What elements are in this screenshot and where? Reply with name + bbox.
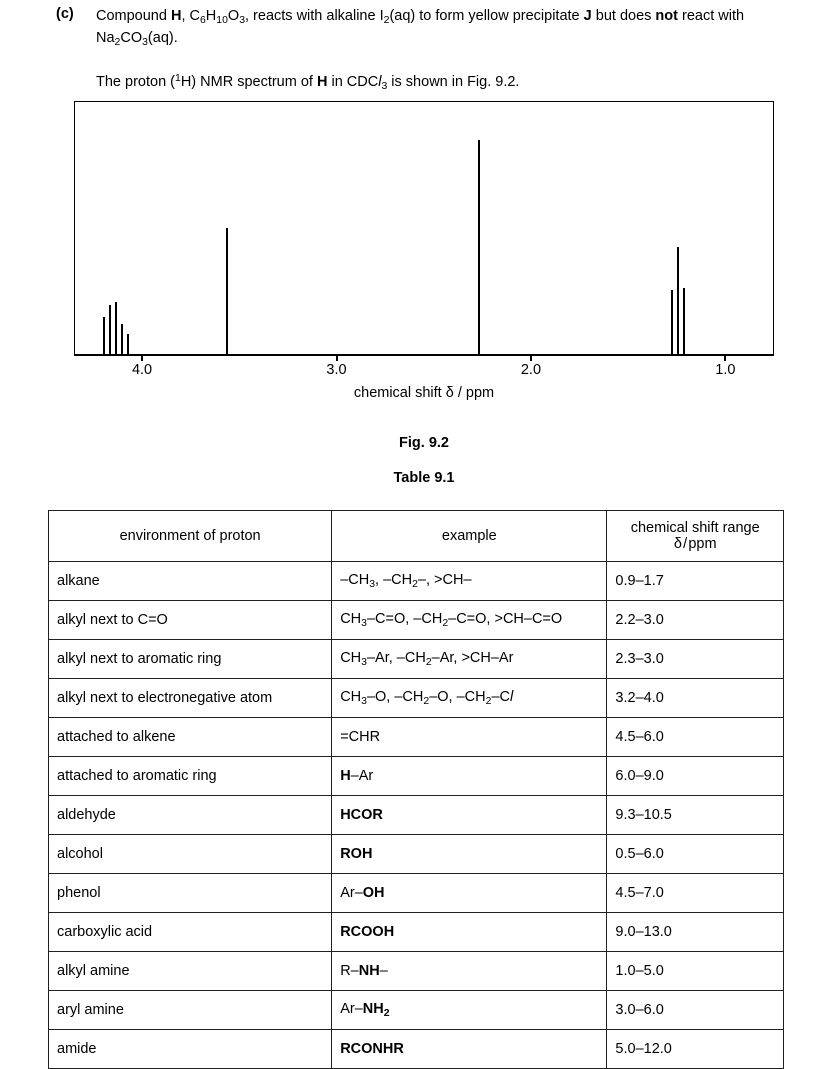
table-row: [49, 913, 784, 952]
header-example: example: [332, 511, 607, 562]
cell-example: $-CH_3$, $-CH_2-$, >CH–: [332, 562, 607, 601]
header-shift-range: chemical shift range δ / ppm: [607, 511, 784, 562]
table-row: [49, 874, 784, 913]
cell-example: $Ar-NH_2$: [332, 991, 607, 1030]
nmr-spectrum-plot: [74, 101, 774, 356]
cell-shift-range: 4.5–7.0: [607, 874, 784, 913]
cell-shift-range: 3.2–4.0: [607, 679, 784, 718]
spectrum-peak: [478, 140, 480, 355]
table-row: [49, 991, 784, 1030]
x-axis-tick-label: 1.0: [715, 362, 736, 378]
cell-environment: aryl amine: [49, 991, 332, 1030]
table-caption: Table 9.1: [393, 470, 455, 486]
spectrum-peak: [671, 290, 673, 355]
question-text: Compound H, $C_6H_{10}O_3$, reacts with alkaline $I_2(aq)$ to form yellow precipitate J but does not react with $Na_2CO_3(aq)$.: [96, 8, 745, 49]
spectrum-peak: [115, 302, 117, 355]
cell-environment: attached to aromatic ring: [49, 757, 332, 796]
x-axis-tick: [530, 354, 532, 361]
cell-shift-range: 9.3–10.5: [607, 796, 784, 835]
cell-example: RCONHR: [332, 1030, 607, 1069]
x-axis-tick: [336, 354, 338, 361]
table-row: [49, 952, 784, 991]
cell-environment: alkyl next to electronegative atom: [49, 679, 332, 718]
x-axis-tick-label: 3.0: [326, 362, 347, 378]
cell-environment: alkyl next to C=O: [49, 601, 332, 640]
spectrum-peak: [226, 228, 228, 355]
x-axis-title: chemical shift δ / ppm: [353, 385, 495, 401]
cell-shift-range: 5.0–12.0: [607, 1030, 784, 1069]
table-row: [49, 640, 784, 679]
cell-shift-range: 4.5–6.0: [607, 718, 784, 757]
spectrum-peak: [121, 324, 123, 355]
cell-shift-range: 0.5–6.0: [607, 835, 784, 874]
question-block: [56, 6, 826, 51]
cell-environment: amide: [49, 1030, 332, 1069]
spectrum-peaks: [75, 102, 773, 355]
cell-environment: alkyl amine: [49, 952, 332, 991]
cell-environment: alkane: [49, 562, 332, 601]
cell-shift-range: 6.0–9.0: [607, 757, 784, 796]
cell-example: HCOR: [332, 796, 607, 835]
table-row: [49, 796, 784, 835]
cell-environment: alcohol: [49, 835, 332, 874]
cell-example: R–NH–: [332, 952, 607, 991]
table-row: [49, 679, 784, 718]
cell-example: $CH_3-Ar$, $-CH_2-Ar$, >CH–Ar: [332, 640, 607, 679]
cell-example: Ar–OH: [332, 874, 607, 913]
x-axis-tick: [141, 354, 143, 361]
spectrum-peak: [677, 247, 679, 355]
cell-example: RCOOH: [332, 913, 607, 952]
cell-environment: carboxylic acid: [49, 913, 332, 952]
cell-environment: phenol: [49, 874, 332, 913]
cell-example: =CHR: [332, 718, 607, 757]
x-axis-tick-label: 2.0: [520, 362, 542, 378]
spectrum-peak: [103, 317, 105, 355]
cell-example: $CH_3-C=O$, $-CH_2-C=O$, >CH–C=O: [332, 601, 607, 640]
spectrum-peak: [109, 305, 111, 355]
cell-shift-range: 1.0–5.0: [607, 952, 784, 991]
table-row: [49, 718, 784, 757]
spectrum-peak: [683, 288, 685, 355]
cell-environment: alkyl next to aromatic ring: [49, 640, 332, 679]
cell-environment: attached to alkene: [49, 718, 332, 757]
header-environment: environment of proton: [49, 511, 332, 562]
table-row: [49, 601, 784, 640]
chemical-shift-table: [48, 510, 784, 1069]
table-row: [49, 562, 784, 601]
cell-example: H–Ar: [332, 757, 607, 796]
table-row: [49, 835, 784, 874]
cell-shift-range: 2.2–3.0: [607, 601, 784, 640]
question-subtext: The proton ($^1$H) NMR spectrum of H in CDCl$_3$ is shown in Fig. 9.2.: [96, 73, 520, 93]
cell-shift-range: 0.9–1.7: [607, 562, 784, 601]
cell-shift-range: 9.0–13.0: [607, 913, 784, 952]
spectrum-peak: [127, 334, 129, 356]
x-axis-tick-label: 4.0: [131, 362, 153, 378]
table-row: [49, 1030, 784, 1069]
table-header-row: [49, 511, 784, 562]
question-label: (c): [56, 6, 74, 22]
cell-example: ROH: [332, 835, 607, 874]
figure-caption: Fig. 9.2: [399, 435, 449, 451]
x-axis-tick: [724, 354, 726, 361]
table-row: [49, 757, 784, 796]
cell-shift-range: 2.3–3.0: [607, 640, 784, 679]
cell-shift-range: 3.0–6.0: [607, 991, 784, 1030]
x-axis-line: [74, 354, 774, 356]
cell-environment: aldehyde: [49, 796, 332, 835]
cell-example: $CH_3-O$, $-CH_2-O$, $-CH_2-Cl$: [332, 679, 607, 718]
